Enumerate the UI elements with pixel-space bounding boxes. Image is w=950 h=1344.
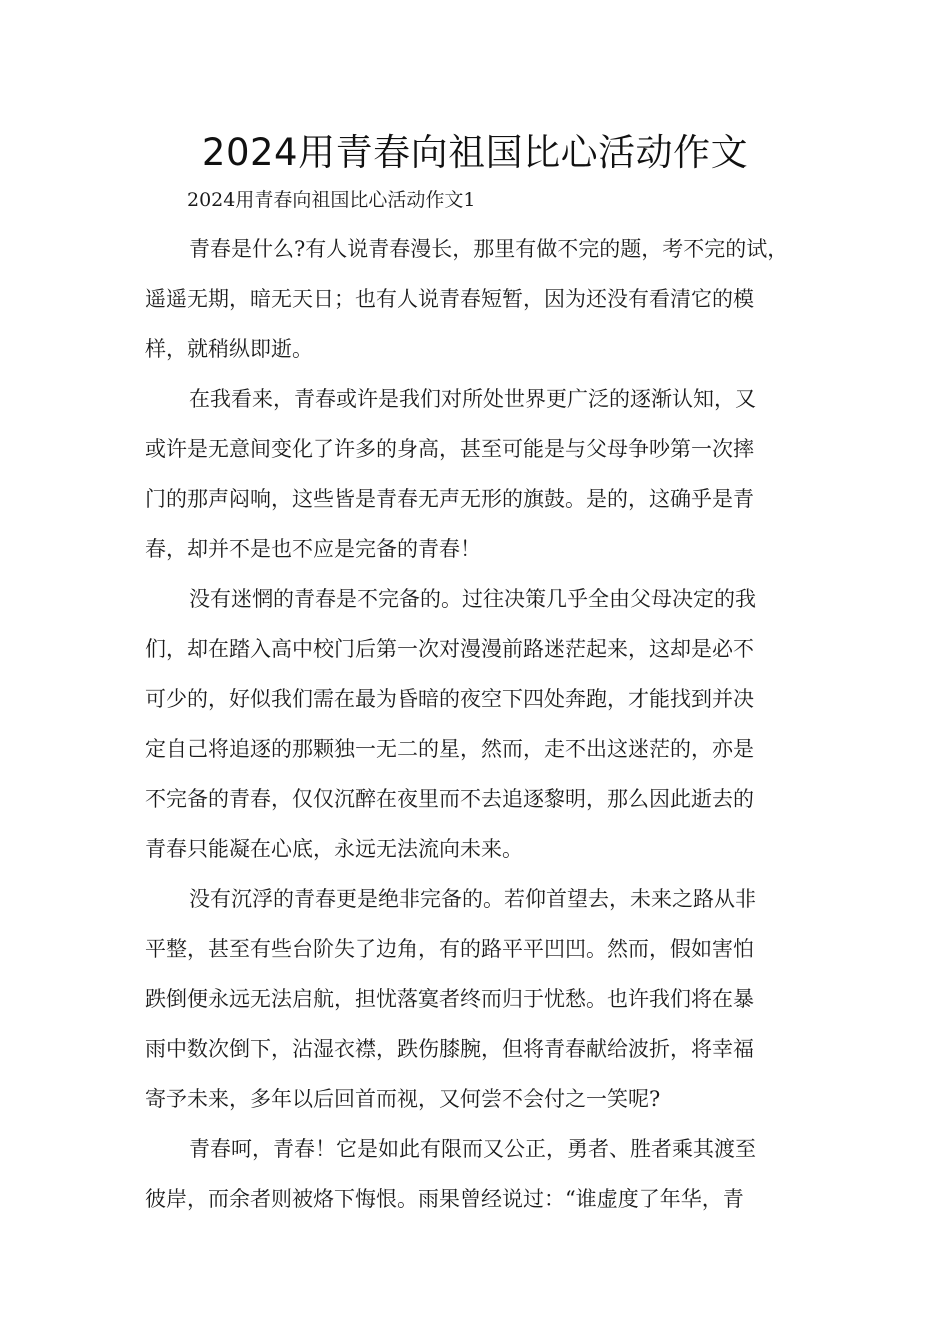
text-line: 可少的，好似我们需在最为昏暗的夜空下四处奔跑，才能找到并决 (145, 687, 754, 711)
text-line: 平整，甚至有些台阶失了边角，有的路平平凹凹。然而，假如害怕 (145, 937, 754, 961)
text-line: 在我看来，青春或许是我们对所处世界更广泛的逐渐认知，又 (189, 387, 756, 411)
text-line: 不完备的青春，仅仅沉醉在夜里而不去追逐黎明，那么因此逝去的 (145, 787, 754, 811)
text-line: 青春呵，青春！它是如此有限而又公正，勇者、胜者乘其渡至 (189, 1137, 756, 1161)
text-line: 没有沉浮的青春更是绝非完备的。若仰首望去，未来之路从非 (189, 887, 756, 911)
text-line: 彼岸，而余者则被烙下悔恨。雨果曾经说过：“谁虚度了年华，青 (145, 1187, 744, 1211)
text-line: 遥遥无期，暗无天日；也有人说青春短暂，因为还没有看清它的模 (145, 287, 754, 311)
text-line: 门的那声闷响，这些皆是青春无声无形的旗鼓。是的，这确乎是青 (145, 487, 754, 511)
text-line: 定自己将追逐的那颗独一无二的星，然而，走不出这迷茫的，亦是 (145, 737, 754, 761)
text-line: 青春只能凝在心底，永远无法流向未来。 (145, 837, 523, 861)
text-line: 春，却并不是也不应是完备的青春！ (145, 537, 481, 561)
document-title: 2024用青春向祖国比心活动作文 (201, 131, 749, 174)
text-line: 样，就稍纵即逝。 (145, 337, 313, 361)
text-line: 没有迷惘的青春是不完备的。过往决策几乎全由父母决定的我 (189, 587, 756, 611)
text-line: 雨中数次倒下，沾湿衣襟，跌伤膝腕，但将青春献给波折，将幸福 (145, 1037, 754, 1061)
text-line: 寄予未来，多年以后回首而视，又何尝不会付之一笑呢? (145, 1087, 661, 1111)
text-line: 跌倒便永远无法启航，担忧落寞者终而归于忧愁。也许我们将在暴 (145, 987, 754, 1011)
text-line: 或许是无意间变化了许多的身高，甚至可能是与父母争吵第一次摔 (145, 437, 754, 461)
document-subtitle: 2024用青春向祖国比心活动作文1 (187, 189, 476, 211)
text-line: 们，却在踏入高中校门后第一次对漫漫前路迷茫起来，这却是必不 (145, 637, 754, 661)
text-line: 青春是什么?有人说青春漫长，那里有做不完的题，考不完的试， (189, 237, 789, 261)
